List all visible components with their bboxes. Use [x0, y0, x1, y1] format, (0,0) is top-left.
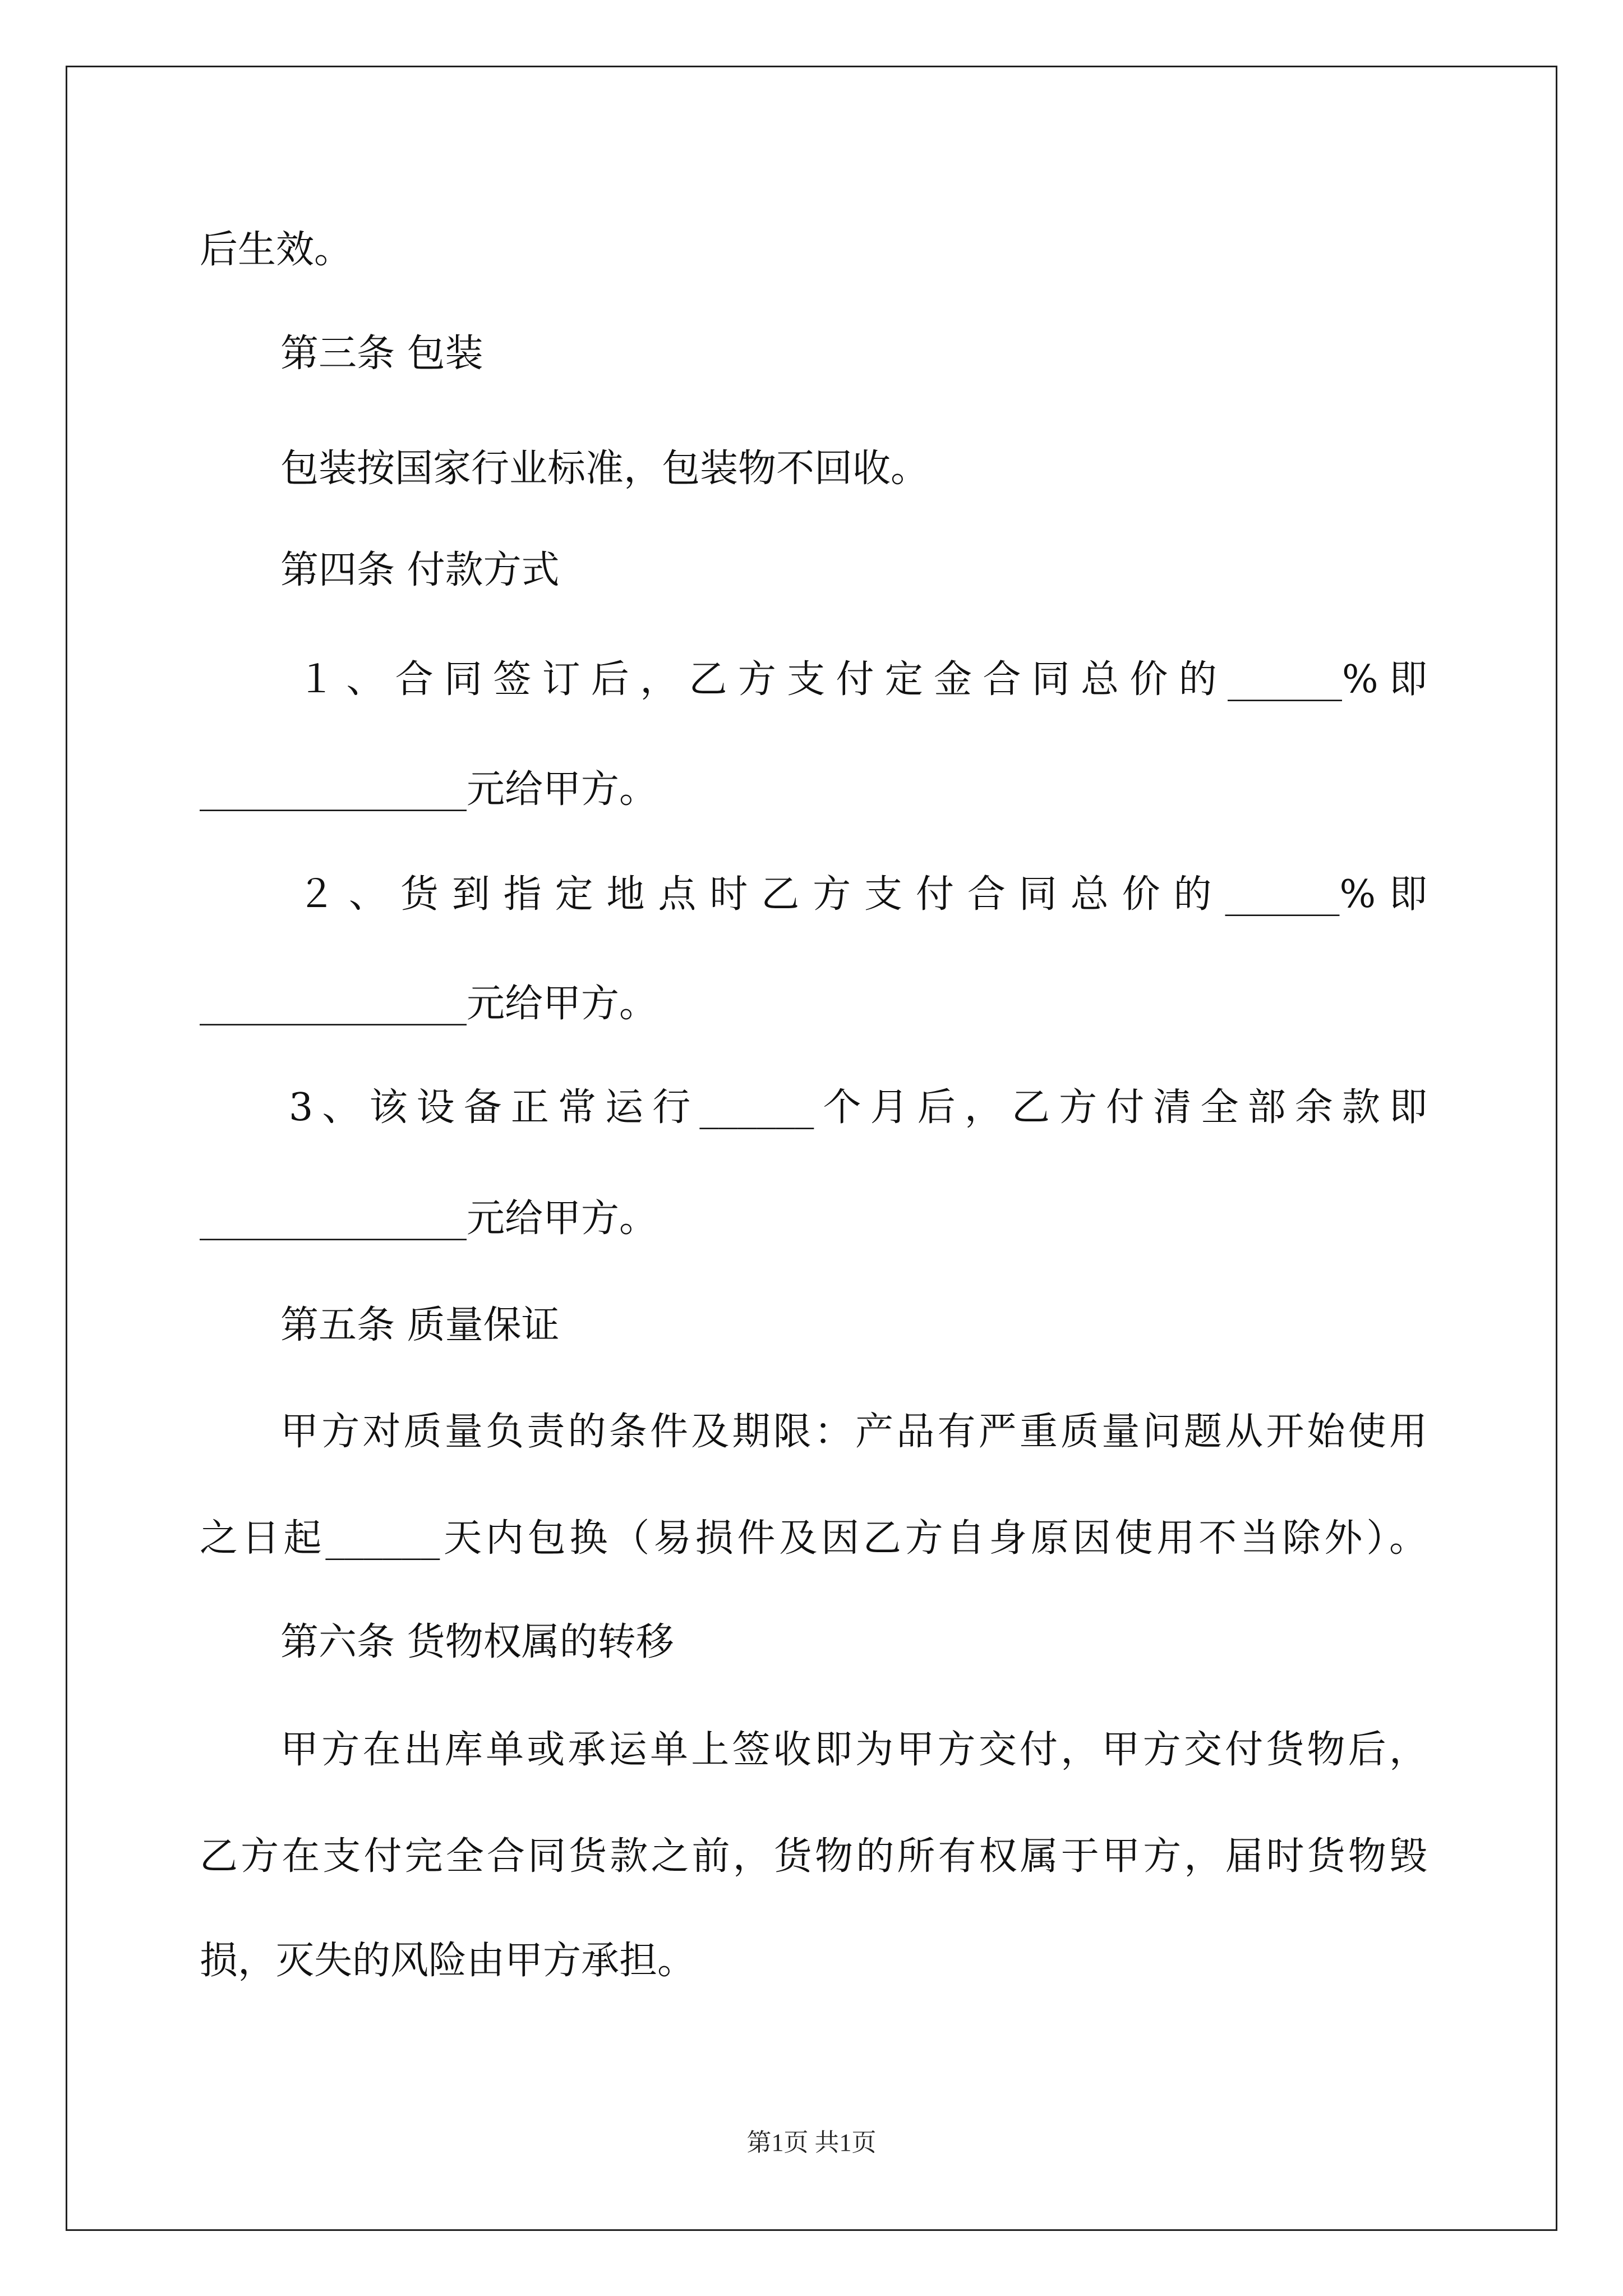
- payment-item-3: 3、该设备正常运行______个月后，乙方付清全部余款即: [289, 1085, 1427, 1130]
- payment-item-3-amount: ______________元给甲方。: [200, 1197, 658, 1241]
- section-heading-6: 第六条 货物权属的转移: [280, 1620, 674, 1664]
- payment-item-1-amount: ______________元给甲方。: [200, 767, 658, 812]
- ownership-text-line-2: 乙方在支付完全合同货款之前，货物的所有权属于甲方，届时货物毁: [200, 1834, 1427, 1879]
- payment-item-1: １、合同签订后，乙方支付定金合同总价的______%即: [297, 657, 1427, 702]
- section-heading-4: 第四条 付款方式: [280, 548, 560, 592]
- ownership-text-line-3: 损，灭失的风险由甲方承担。: [200, 1939, 696, 1983]
- page-footer: 第1页 共1页: [746, 2129, 877, 2156]
- text-line-1: 后生效。: [200, 228, 353, 272]
- payment-item-2: ２、货到指定地点时乙方支付合同总价的______%即: [297, 872, 1427, 917]
- quality-text-line-1: 甲方对质量负责的条件及期限：产品有严重质量问题从开始使用: [280, 1410, 1427, 1454]
- quality-text-line-2: 之日起______天内包换（易损件及因乙方自身原因使用不当除外）。: [200, 1516, 1427, 1561]
- page-border: [66, 66, 1557, 2231]
- ownership-text-line-1: 甲方在出库单或承运单上签收即为甲方交付，甲方交付货物后，: [280, 1728, 1427, 1772]
- text-line-packaging: 包装按国家行业标准，包装物不回收。: [280, 447, 929, 491]
- section-heading-5: 第五条 质量保证: [280, 1303, 560, 1347]
- section-heading-3: 第三条 包装: [280, 332, 483, 376]
- payment-item-2-amount: ______________元给甲方。: [200, 982, 658, 1026]
